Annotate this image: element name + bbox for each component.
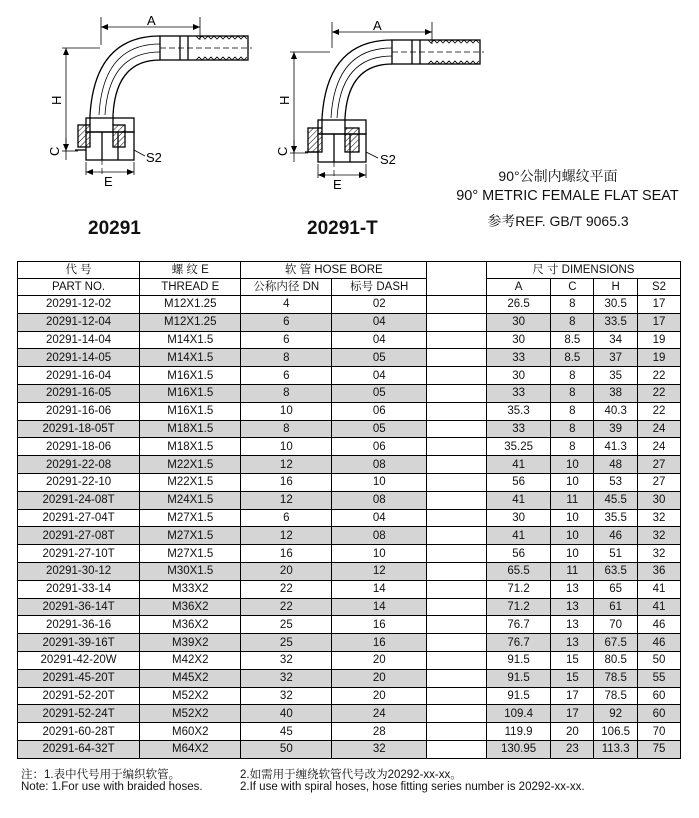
cell-h: 33.5 — [594, 313, 638, 331]
cell-dash: 20 — [332, 687, 427, 705]
cell-spacer — [427, 562, 487, 580]
cell-thread: M14X1.5 — [140, 349, 241, 367]
cell-h: 53 — [594, 473, 638, 491]
cell-part-no: 20291-16-05 — [18, 384, 140, 402]
dim-e-right: E — [333, 177, 342, 192]
header-dash: 标号 DASH — [332, 279, 427, 296]
cell-h: 61 — [594, 598, 638, 616]
cell-dash: 16 — [332, 616, 427, 634]
cell-a: 76.7 — [486, 616, 551, 634]
cell-thread: M30X1.5 — [140, 562, 241, 580]
cell-part-no: 20291-16-06 — [18, 402, 140, 420]
cell-spacer — [427, 705, 487, 723]
cell-c: 8.5 — [551, 331, 594, 349]
cell-dn: 6 — [241, 331, 332, 349]
cell-a: 71.2 — [486, 598, 551, 616]
table-row — [18, 349, 681, 367]
cell-a: 33 — [486, 349, 551, 367]
cell-c: 11 — [551, 491, 594, 509]
table-row — [18, 580, 681, 598]
cell-part-no: 20291-60-28T — [18, 723, 140, 741]
cell-spacer — [427, 402, 487, 420]
cell-part-no: 20291-52-20T — [18, 687, 140, 705]
cell-c: 8 — [551, 296, 594, 314]
spec-table — [17, 261, 681, 759]
cell-c: 10 — [551, 545, 594, 563]
cell-a: 119.9 — [486, 723, 551, 741]
cell-c: 10 — [551, 456, 594, 474]
cell-a: 91.5 — [486, 687, 551, 705]
table-row — [18, 367, 681, 385]
cell-dn: 12 — [241, 456, 332, 474]
cell-thread: M24X1.5 — [140, 491, 241, 509]
table-row — [18, 634, 681, 652]
cell-spacer — [427, 545, 487, 563]
cell-s2: 27 — [638, 473, 681, 491]
cell-a: 30 — [486, 509, 551, 527]
cell-s2: 19 — [638, 349, 681, 367]
cell-part-no: 20291-27-04T — [18, 509, 140, 527]
dim-c-right: C — [275, 146, 290, 156]
cell-dn: 10 — [241, 402, 332, 420]
cell-h: 67.5 — [594, 634, 638, 652]
table-row — [18, 331, 681, 349]
table-row — [18, 384, 681, 402]
cell-c: 10 — [551, 473, 594, 491]
cell-s2: 46 — [638, 634, 681, 652]
cell-h: 35 — [594, 367, 638, 385]
title-cn: 90°公制内螺纹平面 — [498, 168, 618, 184]
cell-a: 26.5 — [486, 296, 551, 314]
table-row — [18, 545, 681, 563]
cell-spacer — [427, 580, 487, 598]
cell-a: 71.2 — [486, 580, 551, 598]
cell-dash: 10 — [332, 473, 427, 491]
cell-s2: 70 — [638, 723, 681, 741]
table-row — [18, 705, 681, 723]
cell-thread: M60X2 — [140, 723, 241, 741]
cell-part-no: 20291-30-12 — [18, 562, 140, 580]
cell-spacer — [427, 296, 487, 314]
cell-h: 65 — [594, 580, 638, 598]
note-cn-2: 2.如需用于缠绕软管代号改为20292-xx-xx。 — [240, 769, 462, 781]
cell-part-no: 20291-12-04 — [18, 313, 140, 331]
cell-s2: 22 — [638, 384, 681, 402]
header-c: C — [551, 279, 594, 296]
cell-part-no: 20291-33-14 — [18, 580, 140, 598]
table-row — [18, 651, 681, 669]
cell-a: 109.4 — [486, 705, 551, 723]
cell-a: 35.3 — [486, 402, 551, 420]
cell-spacer — [427, 723, 487, 741]
cell-part-no: 20291-36-14T — [18, 598, 140, 616]
cell-part-no: 20291-22-10 — [18, 473, 140, 491]
cell-s2: 22 — [638, 367, 681, 385]
title-ref: 参考REF. GB/T 9065.3 — [487, 213, 629, 229]
table-row — [18, 296, 681, 314]
cell-c: 8 — [551, 420, 594, 438]
cell-dn: 8 — [241, 384, 332, 402]
cell-h: 48 — [594, 456, 638, 474]
title-en: 90° METRIC FEMALE FLAT SEAT — [456, 188, 679, 204]
cell-dash: 04 — [332, 509, 427, 527]
cell-c: 13 — [551, 634, 594, 652]
cell-spacer — [427, 456, 487, 474]
cell-dash: 06 — [332, 402, 427, 420]
cell-c: 23 — [551, 740, 594, 758]
cell-h: 51 — [594, 545, 638, 563]
header-row-1 — [18, 262, 681, 279]
cell-spacer — [427, 634, 487, 652]
cell-a: 41 — [486, 491, 551, 509]
cell-thread: M27X1.5 — [140, 545, 241, 563]
cell-h: 39 — [594, 420, 638, 438]
cell-c: 13 — [551, 580, 594, 598]
cell-spacer — [427, 473, 487, 491]
header-s2: S2 — [638, 279, 681, 296]
cell-thread: M22X1.5 — [140, 456, 241, 474]
table-row — [18, 616, 681, 634]
cell-dash: 08 — [332, 491, 427, 509]
header-row-2 — [18, 279, 681, 296]
cell-dash: 05 — [332, 349, 427, 367]
cell-s2: 75 — [638, 740, 681, 758]
cell-thread: M45X2 — [140, 669, 241, 687]
cell-s2: 60 — [638, 687, 681, 705]
cell-dn: 25 — [241, 616, 332, 634]
cell-dn: 6 — [241, 313, 332, 331]
cell-part-no: 20291-45-20T — [18, 669, 140, 687]
cell-dash: 04 — [332, 367, 427, 385]
cell-dn: 40 — [241, 705, 332, 723]
header-part-cn: 代 号 — [18, 262, 140, 279]
cell-a: 76.7 — [486, 634, 551, 652]
cell-a: 30 — [486, 331, 551, 349]
cell-dn: 45 — [241, 723, 332, 741]
cell-s2: 60 — [638, 705, 681, 723]
cell-c: 8 — [551, 313, 594, 331]
cell-spacer — [427, 384, 487, 402]
header-part-en: PART NO. — [18, 279, 140, 296]
cell-dash: 20 — [332, 651, 427, 669]
header-h: H — [594, 279, 638, 296]
cell-thread: M64X2 — [140, 740, 241, 758]
cell-h: 38 — [594, 384, 638, 402]
table-row — [18, 491, 681, 509]
cell-c: 8 — [551, 438, 594, 456]
cell-s2: 32 — [638, 509, 681, 527]
cell-c: 8 — [551, 402, 594, 420]
cell-c: 13 — [551, 598, 594, 616]
cell-a: 30 — [486, 367, 551, 385]
cell-dash: 06 — [332, 438, 427, 456]
cell-dash: 05 — [332, 384, 427, 402]
cell-c: 8 — [551, 384, 594, 402]
cell-a: 35.25 — [486, 438, 551, 456]
cell-h: 45.5 — [594, 491, 638, 509]
cell-part-no: 20291-16-04 — [18, 367, 140, 385]
cell-c: 10 — [551, 527, 594, 545]
cell-dash: 32 — [332, 740, 427, 758]
cell-s2: 19 — [638, 331, 681, 349]
cell-dn: 10 — [241, 438, 332, 456]
table-row — [18, 562, 681, 580]
cell-dash: 10 — [332, 545, 427, 563]
cell-a: 65.5 — [486, 562, 551, 580]
cell-h: 78.5 — [594, 669, 638, 687]
cell-c: 15 — [551, 651, 594, 669]
note-en-2: 2.If use with spiral hoses, hose fitting series number is 20292-xx-xx. — [240, 781, 585, 793]
cell-thread: M27X1.5 — [140, 509, 241, 527]
cell-spacer — [427, 367, 487, 385]
table-row — [18, 402, 681, 420]
cell-thread: M36X2 — [140, 598, 241, 616]
dim-s2-right: S2 — [380, 152, 396, 167]
table-row — [18, 313, 681, 331]
note-cn-1: 注：1.表中代号用于编织软管。 — [21, 769, 181, 781]
table-row — [18, 456, 681, 474]
cell-thread: M16X1.5 — [140, 402, 241, 420]
cell-dash: 28 — [332, 723, 427, 741]
cell-h: 37 — [594, 349, 638, 367]
table-row — [18, 420, 681, 438]
cell-h: 30.5 — [594, 296, 638, 314]
cell-spacer — [427, 313, 487, 331]
cell-a: 30 — [486, 313, 551, 331]
cell-a: 91.5 — [486, 669, 551, 687]
cell-a: 91.5 — [486, 651, 551, 669]
cell-a: 33 — [486, 420, 551, 438]
cell-spacer — [427, 740, 487, 758]
cell-c: 11 — [551, 562, 594, 580]
cell-h: 40.3 — [594, 402, 638, 420]
header-dimensions: 尺 寸 DIMENSIONS — [486, 262, 680, 279]
cell-h: 41.3 — [594, 438, 638, 456]
cell-c: 17 — [551, 705, 594, 723]
cell-spacer — [427, 420, 487, 438]
cell-spacer — [427, 669, 487, 687]
cell-spacer — [427, 509, 487, 527]
cell-part-no: 20291-27-10T — [18, 545, 140, 563]
part-label-20291-t: 20291-T — [307, 218, 378, 239]
dim-h-right: H — [277, 95, 292, 105]
cell-thread: M18X1.5 — [140, 438, 241, 456]
cell-thread: M14X1.5 — [140, 331, 241, 349]
cell-a: 41 — [486, 527, 551, 545]
cell-dn: 22 — [241, 598, 332, 616]
cell-spacer — [427, 331, 487, 349]
cell-thread: M27X1.5 — [140, 527, 241, 545]
cell-h: 78.5 — [594, 687, 638, 705]
cell-dn: 32 — [241, 651, 332, 669]
cell-s2: 22 — [638, 402, 681, 420]
cell-thread: M12X1.25 — [140, 296, 241, 314]
table-row — [18, 473, 681, 491]
cell-part-no: 20291-14-04 — [18, 331, 140, 349]
cell-dash: 14 — [332, 580, 427, 598]
cell-s2: 32 — [638, 545, 681, 563]
cell-thread: M22X1.5 — [140, 473, 241, 491]
table-row — [18, 740, 681, 758]
header-a: A — [486, 279, 551, 296]
cell-a: 41 — [486, 456, 551, 474]
cell-part-no: 20291-52-24T — [18, 705, 140, 723]
table-row — [18, 509, 681, 527]
cell-part-no: 20291-14-05 — [18, 349, 140, 367]
table-row — [18, 723, 681, 741]
cell-dn: 8 — [241, 349, 332, 367]
cell-dash: 04 — [332, 331, 427, 349]
cell-dn: 12 — [241, 491, 332, 509]
cell-a: 56 — [486, 545, 551, 563]
cell-s2: 32 — [638, 527, 681, 545]
cell-part-no: 20291-27-08T — [18, 527, 140, 545]
cell-part-no: 20291-18-06 — [18, 438, 140, 456]
cell-part-no: 20291-22-08 — [18, 456, 140, 474]
cell-spacer — [427, 616, 487, 634]
cell-dash: 08 — [332, 456, 427, 474]
cell-thread: M12X1.25 — [140, 313, 241, 331]
cell-dn: 6 — [241, 509, 332, 527]
cell-part-no: 20291-42-20W — [18, 651, 140, 669]
cell-part-no: 20291-36-16 — [18, 616, 140, 634]
cell-thread: M33X2 — [140, 580, 241, 598]
header-thread-en: THREAD E — [140, 279, 241, 296]
cell-a: 33 — [486, 384, 551, 402]
cell-dn: 16 — [241, 545, 332, 563]
cell-thread: M18X1.5 — [140, 420, 241, 438]
dim-a-left: A — [147, 13, 156, 28]
cell-thread: M52X2 — [140, 705, 241, 723]
cell-c: 13 — [551, 616, 594, 634]
header-hose-bore: 软 管 HOSE BORE — [241, 262, 427, 279]
cell-dn: 25 — [241, 634, 332, 652]
cell-dn: 50 — [241, 740, 332, 758]
cell-h: 34 — [594, 331, 638, 349]
cell-spacer — [427, 438, 487, 456]
cell-dn: 20 — [241, 562, 332, 580]
cell-dash: 24 — [332, 705, 427, 723]
cell-c: 15 — [551, 669, 594, 687]
cell-part-no: 20291-18-05T — [18, 420, 140, 438]
cell-h: 63.5 — [594, 562, 638, 580]
cell-dn: 22 — [241, 580, 332, 598]
cell-s2: 24 — [638, 438, 681, 456]
cell-c: 17 — [551, 687, 594, 705]
cell-dn: 6 — [241, 367, 332, 385]
header-dn: 公称内径 DN — [241, 279, 332, 296]
cell-part-no: 20291-12-02 — [18, 296, 140, 314]
cell-dn: 4 — [241, 296, 332, 314]
cell-thread: M52X2 — [140, 687, 241, 705]
cell-dash: 02 — [332, 296, 427, 314]
cell-s2: 36 — [638, 562, 681, 580]
cell-a: 130.95 — [486, 740, 551, 758]
cell-spacer — [427, 349, 487, 367]
dim-s2-left: S2 — [146, 150, 162, 165]
cell-dash: 08 — [332, 527, 427, 545]
cell-s2: 27 — [638, 456, 681, 474]
header-spacer — [427, 262, 487, 296]
cell-dash: 05 — [332, 420, 427, 438]
part-label-20291: 20291 — [88, 218, 141, 239]
header-thread-cn: 螺 纹 E — [140, 262, 241, 279]
table-row — [18, 687, 681, 705]
cell-part-no: 20291-24-08T — [18, 491, 140, 509]
cell-c: 10 — [551, 509, 594, 527]
table-row — [18, 438, 681, 456]
cell-thread: M16X1.5 — [140, 367, 241, 385]
table-row — [18, 527, 681, 545]
cell-h: 80.5 — [594, 651, 638, 669]
cell-spacer — [427, 491, 487, 509]
cell-s2: 50 — [638, 651, 681, 669]
cell-dn: 32 — [241, 669, 332, 687]
cell-thread: M39X2 — [140, 634, 241, 652]
cell-h: 113.3 — [594, 740, 638, 758]
note-en-1: Note: 1.For use with braided hoses. — [21, 781, 203, 793]
cell-h: 46 — [594, 527, 638, 545]
cell-h: 35.5 — [594, 509, 638, 527]
dim-h-left: H — [49, 95, 64, 105]
dim-a-right: A — [373, 18, 382, 33]
cell-thread: M36X2 — [140, 616, 241, 634]
cell-s2: 30 — [638, 491, 681, 509]
cell-dash: 14 — [332, 598, 427, 616]
cell-spacer — [427, 598, 487, 616]
cell-c: 8 — [551, 367, 594, 385]
cell-part-no: 20291-64-32T — [18, 740, 140, 758]
cell-h: 70 — [594, 616, 638, 634]
cell-dash: 04 — [332, 313, 427, 331]
cell-h: 92 — [594, 705, 638, 723]
table-row — [18, 598, 681, 616]
cell-s2: 17 — [638, 313, 681, 331]
cell-spacer — [427, 651, 487, 669]
cell-dash: 16 — [332, 634, 427, 652]
cell-a: 56 — [486, 473, 551, 491]
cell-s2: 17 — [638, 296, 681, 314]
cell-s2: 41 — [638, 580, 681, 598]
cell-dn: 16 — [241, 473, 332, 491]
cell-s2: 41 — [638, 598, 681, 616]
cell-dn: 12 — [241, 527, 332, 545]
dim-c-left: C — [47, 146, 62, 156]
cell-dn: 32 — [241, 687, 332, 705]
cell-c: 20 — [551, 723, 594, 741]
cell-s2: 55 — [638, 669, 681, 687]
cell-s2: 24 — [638, 420, 681, 438]
dim-e-left: E — [104, 174, 113, 189]
cell-c: 8.5 — [551, 349, 594, 367]
cell-h: 106.5 — [594, 723, 638, 741]
cell-dn: 8 — [241, 420, 332, 438]
cell-dash: 20 — [332, 669, 427, 687]
cell-thread: M42X2 — [140, 651, 241, 669]
cell-spacer — [427, 687, 487, 705]
cell-thread: M16X1.5 — [140, 384, 241, 402]
cell-part-no: 20291-39-16T — [18, 634, 140, 652]
cell-s2: 46 — [638, 616, 681, 634]
cell-dash: 12 — [332, 562, 427, 580]
table-row — [18, 669, 681, 687]
cell-spacer — [427, 527, 487, 545]
